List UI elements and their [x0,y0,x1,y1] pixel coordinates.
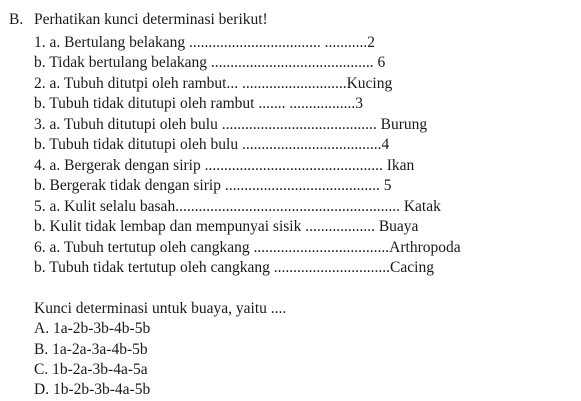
option-a[interactable]: A. 1a-2b-3b-4b-5b [34,320,151,337]
section-title: Perhatikan kunci determinasi berikut! [34,11,268,28]
key-line-2a: 2. a. Tubuh ditutpi oleh rambut... ...........................Kucing [34,75,393,92]
key-line-5a: 5. a. Kulit selalu basah.......................................................... Katak [34,198,441,215]
option-d[interactable]: D. 1b-2b-3b-4a-5b [34,381,151,398]
option-c[interactable]: C. 1b-2a-3b-4a-5a [34,361,148,378]
key-line-6b: b. Tubuh tidak tertutup oleh cangkang ..............................Cacing [34,259,434,276]
key-line-1b: b. Tidak bertulang belakang .......................................... 6 [34,54,386,71]
key-line-1a: 1. a. Bertulang belakang .................................. ...........2 [34,34,375,51]
key-line-2b: b. Tubuh tidak ditutupi oleh rambut ....... .................3 [34,95,363,112]
key-line-4a: 4. a. Bergerak dengan sirip .............................................. Ikan [34,157,415,174]
key-line-3a: 3. a. Tubuh ditutupi oleh bulu ........................................ Burung [34,116,428,133]
key-line-4b: b. Bergerak tidak dengan sirip ........................................ 5 [34,177,392,194]
key-line-3b: b. Tubuh tidak ditutupi oleh bulu ....................................4 [34,136,390,153]
key-line-6a: 6. a. Tubuh tertutup oleh cangkang ...................................Arthropoda [34,239,461,256]
key-line-5b: b. Kulit tidak lembap dan mempunyai sisik .................. Buaya [34,218,419,235]
option-b[interactable]: B. 1a-2a-3a-4b-5b [34,341,148,358]
question-prompt: Kunci determinasi untuk buaya, yaitu .... [34,300,287,317]
section-label: B. [9,11,24,28]
